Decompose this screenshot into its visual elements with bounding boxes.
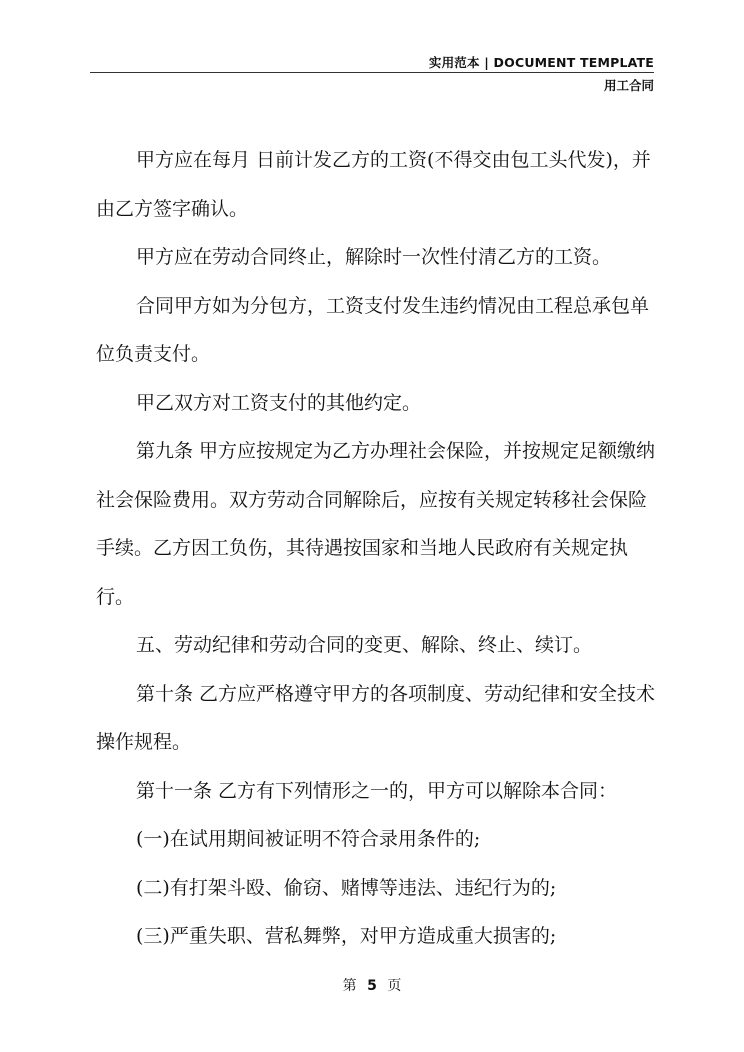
header-divider [90,72,654,73]
page-suffix: 页 [387,978,402,994]
paragraph: 第十条 乙方应严格遵守甲方的各项制度、劳动纪律和安全技术操作规程。 [96,682,656,753]
paragraph: 第十一条 乙方有下列情形之一的，甲方可以解除本合同： [136,779,618,802]
paragraph: 合同甲方如为分包方，工资支付发生违约情况由工程总承包单位负责支付。 [96,294,650,365]
paragraph: 甲方应在劳动合同终止，解除时一次性付清乙方的工资。 [136,246,612,268]
list-item: (一)在试用期间被证明不符合录用条件的; [136,828,481,850]
paragraph: 第九条 甲方应按规定为乙方办理社会保险，并按规定足额缴纳社会保险费用。双方劳动合同解除后，应按有关规定转移社会保险手续。乙方因工负伤，其待遇按国家和当地人民政府有关规定执行。 [96,440,656,608]
page-header [0,0,744,100]
document-label: 实用范本 | DOCUMENT TEMPLATE [428,55,654,70]
page-number: 5 [367,978,377,994]
document-body [96,136,664,961]
list-item: (三)严重失职、营私舞弊，对甲方造成重大损害的; [136,925,557,947]
page-footer [0,975,744,995]
document-title: 用工合同 [603,78,654,93]
section-heading: 五、劳动纪律和劳动合同的变更、解除、终止、续订。 [136,634,593,656]
paragraph: 甲方应在每月 日前计发乙方的工资(不得交由包工头代发)，并由乙方签字确认。 [96,149,651,220]
paragraph: 甲乙双方对工资支付的其他约定。 [136,391,422,414]
list-item: (二)有打架斗殴、偷窃、赌博等违法、违纪行为的; [136,876,557,899]
page-prefix: 第 [342,978,357,994]
